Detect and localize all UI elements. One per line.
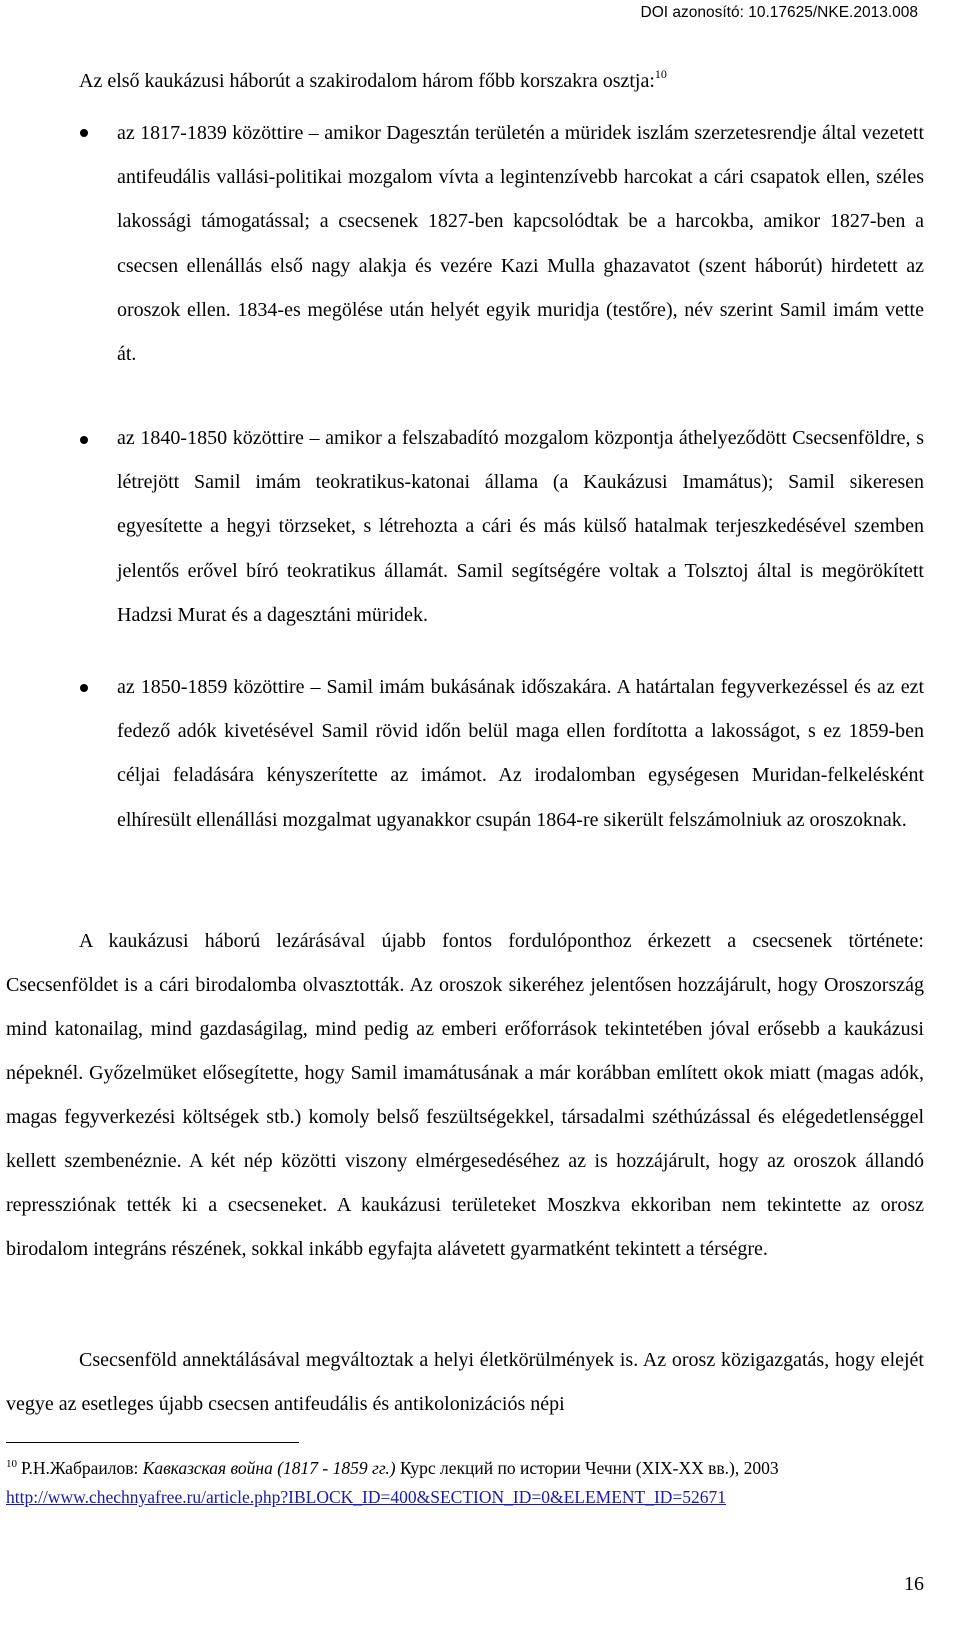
footnote-title: Кавказская война (1817 - 1859 гг.) <box>142 1458 396 1478</box>
bullet-icon <box>80 436 88 444</box>
footnote-reference[interactable]: 10 <box>654 67 667 81</box>
body-paragraph: Csecsenföld annektálásával megváltoztak a helyi életkörülmények is. Az orosz közigazgatás, hogy elejét vegye az esetleges újabb csecsen antifeudális és antikolonizációs népi <box>6 1349 924 1415</box>
footnote-author: Р.Н.Жабраилов: <box>21 1458 143 1478</box>
footnote-details: Курс лекций по истории Чечни (XIX-XX вв.), 2003 <box>395 1458 779 1478</box>
bullet-icon <box>80 129 88 137</box>
list-item: az 1817-1839 közöttire – amikor Dagesztán területén a müridek iszlám szerzetesrendje által vezetett antifeudális vallási-politikai mozgalom vívta a legintenzívebb harcokat a cári csapatok ellen, széles lakossági támogatással; a csecsenek 1827-ben kapcsolódtak be a harcokba, amikor 1827-ben a csecsen ellenállás első nagy alakja és vezére Kazi Mulla ghazavatot (szent háborút) hirdetett az oroszok ellen. 1834-es megölése után helyét egyik muridja (testőre), név szerint Samil imám vette át. <box>117 122 924 366</box>
doi-header: DOI azonosító: 10.17625/NKE.2013.008 <box>640 4 918 21</box>
intro-paragraph <box>79 67 919 93</box>
footnote-number: 10 <box>6 1458 17 1470</box>
bullet-icon <box>80 684 88 692</box>
intro-text: Az első kaukázusi háborút a szakirodalom három főbb korszakra osztja: <box>79 70 655 92</box>
footnote-divider <box>6 1442 299 1443</box>
body-paragraph: A kaukázusi háború lezárásával újabb fontos fordulóponthoz érkezett a csecsenek története: Csecsenföldet is a cári birodalomba olvasztották. Az oroszok sikeréhez jelentősen hozzájárult, hogy Oroszország mind katonailag, mind gazdaságilag, mind pedig az emberi erőforrások tekintetében jóval erősebb a kaukázusi népeknél. Győzelmüket elősegítette, hogy Samil imamátusának a már korábban említett okok miatt (magas adók, magas fegyverkezési költségek stb.) komoly belső feszültségekkel, társadalmi széthúzással és elégedetlenséggel kellett szembenéznie. A két nép közötti viszony elmérgesedéséhez az is hozzájárult, hogy az oroszok állandó repressziónak tették ki a csecseneket. A kaukázusi területeket Moszkva ekkoriban nem tekintette az orosz birodalom integráns részének, sokkal inkább egyfajta alávetett gyarmatként tekintett a térségre. <box>6 930 924 1260</box>
footnote-link[interactable]: http://www.chechnyafree.ru/article.php?IBLOCK_ID=400&SECTION_ID=0&ELEMENT_ID=52671 <box>6 1487 727 1507</box>
list-item: az 1840-1850 közöttire – amikor a felszabadító mozgalom központja áthelyeződött Csecsenföldre, s létrejött Samil imám teokratikus-katonai állama (a Kaukázusi Imamátus); Samil sikeresen egyesítette a hegyi törzseket, s létrehozta a cári és más külső hatalmak terjeszkedésével szemben jelentős erővel bíró teokratikus államát. Samil segítségére voltak a Tolsztoj által is megörökített Hadzsi Murat és a dagesztáni müridek. <box>117 427 924 626</box>
page-number: 16 <box>904 1573 924 1595</box>
footnote <box>6 1455 956 1510</box>
list-item: az 1850-1859 közöttire – Samil imám bukásának időszakára. A határtalan fegyverkezéssel és az ezt fedező adók kivetésével Samil rövid időn belül maga ellen fordította a lakosságot, s ez 1859-ben céljai feladására kényszerítette az imámot. Az irodalomban egységesen Muridan-felkelésként elhíresült ellenállási mozgalmat ugyanakkor csupán 1864-re sikerült felszámolniuk az oroszoknak. <box>117 676 924 831</box>
